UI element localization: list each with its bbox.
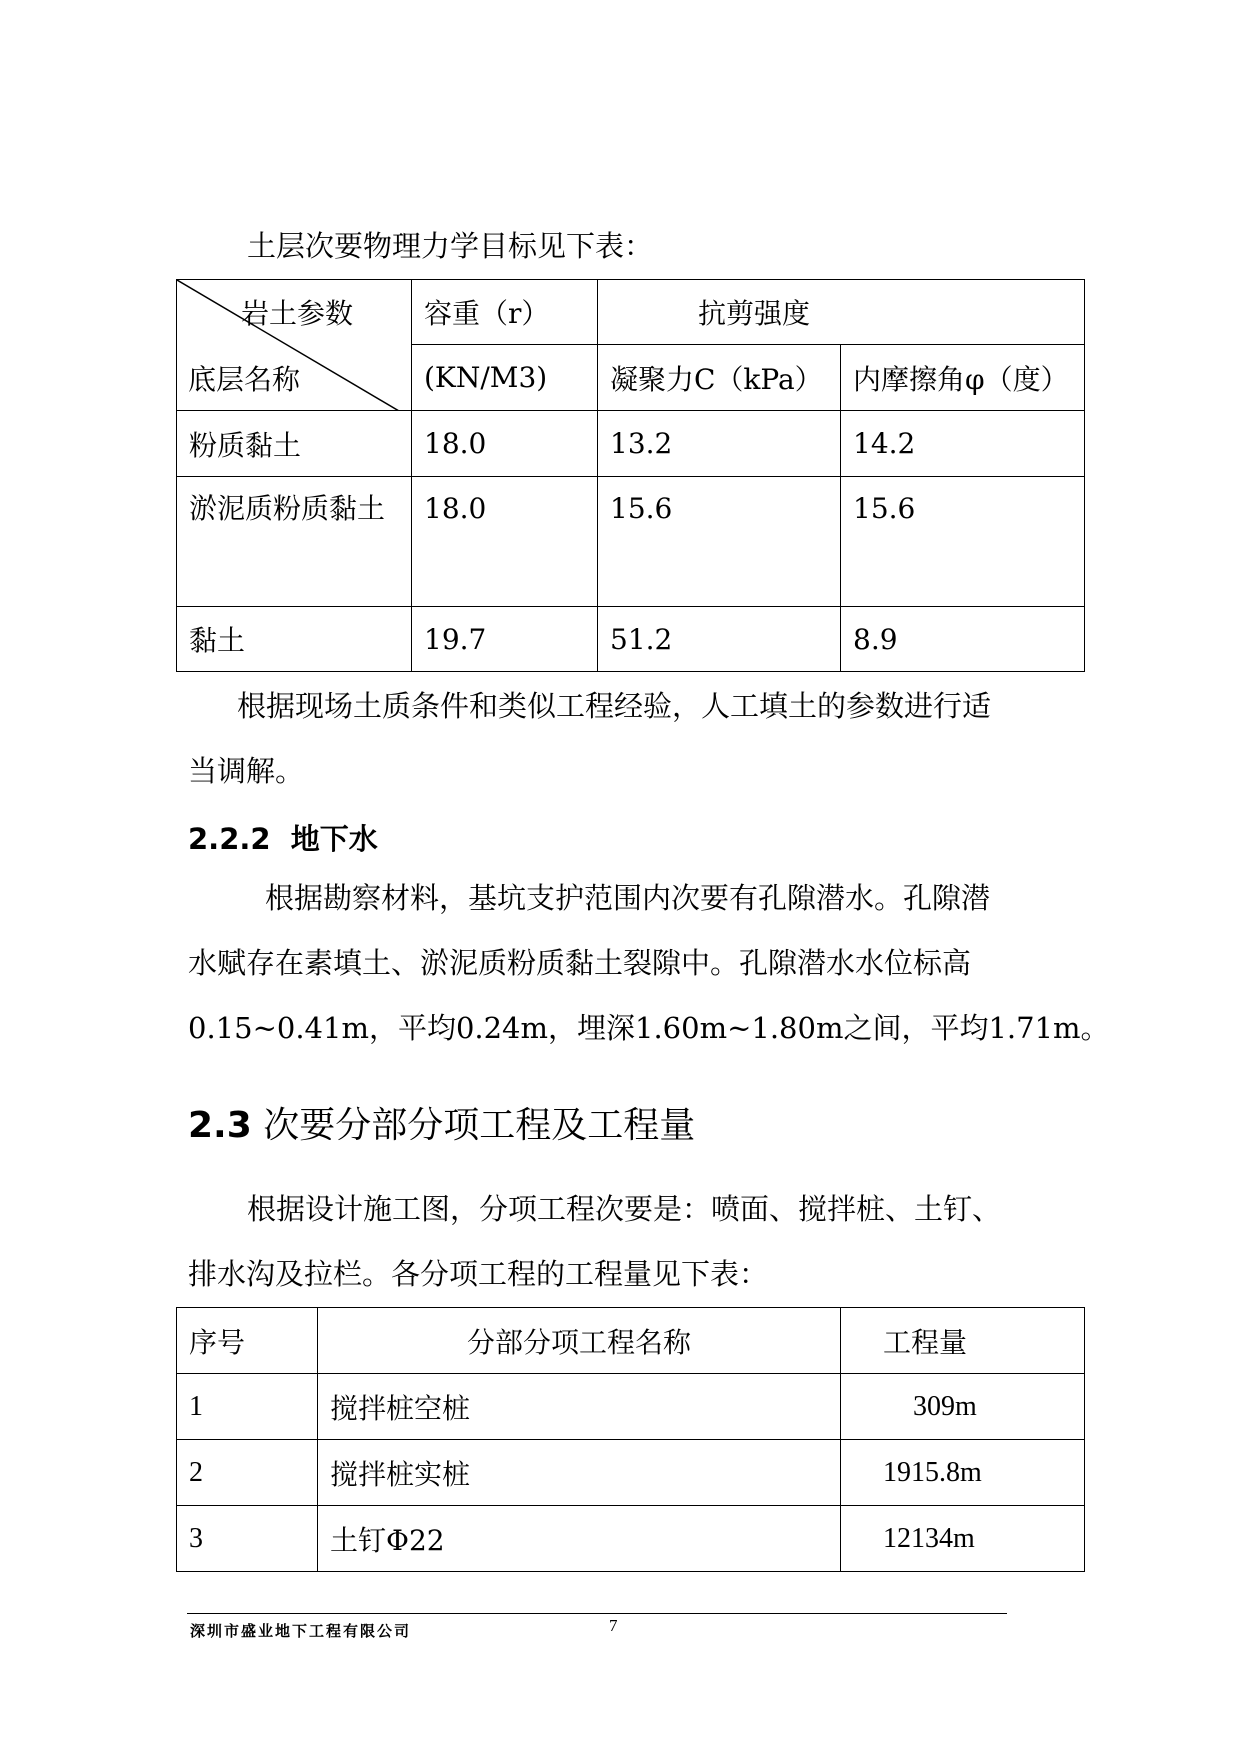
serial-no: 2 [177, 1440, 318, 1506]
paragraph-adjust-line1: 根据现场土质条件和类似工程经验，人工填土的参数进行适 [237, 689, 992, 723]
friction-value: 8.9 [841, 607, 1085, 672]
table-row [177, 607, 1085, 672]
table-row [177, 411, 1085, 477]
corner-header-layer: 底层名称 [188, 363, 301, 396]
unit-weight-value: 18.0 [412, 411, 598, 477]
section-heading-2-2-2 [188, 817, 378, 858]
header-friction-angle: 内摩擦角φ（度） [841, 345, 1085, 411]
layer-name: 粉质黏土 [177, 411, 412, 477]
serial-no: 1 [177, 1374, 318, 1440]
header-unit-weight-unit: (KN/M3) [412, 345, 598, 411]
friction-value: 15.6 [841, 477, 1085, 607]
paragraph-water-line2: 水赋存在素填土、淤泥质粉质黏土裂隙中。孔隙潜水水位标高 [188, 946, 972, 980]
paragraph-works-line2: 排水沟及拉栏。各分项工程的工程量见下表： [188, 1257, 769, 1291]
header-quantity: 工程量 [841, 1308, 1085, 1374]
footer-rule [187, 1613, 1007, 1614]
paragraph-water-line1: 根据勘察材料，基坑支护范围内次要有孔隙潜水。孔隙潜 [265, 881, 991, 915]
header-cohesion: 凝聚力C（kPa） [598, 345, 841, 411]
works-quantity-table [176, 1307, 1085, 1572]
friction-value: 14.2 [841, 411, 1085, 477]
quantity-value: 1915.8m [841, 1440, 1085, 1506]
page-number: 7 [609, 1616, 618, 1635]
paragraph-adjust-line2: 当调解。 [188, 754, 305, 788]
section-number: 2.3 [188, 1105, 252, 1146]
header-serial-no: 序号 [177, 1308, 318, 1374]
section-title: 次要分部分项工程及工程量 [263, 1105, 696, 1146]
section-heading-2-3 [188, 1097, 695, 1148]
table-corner-header [177, 280, 412, 411]
work-name: 土钉Φ22 [318, 1506, 841, 1572]
footer-company-name: 深圳市盛业地下工程有限公司 [190, 1622, 412, 1640]
soil-table-intro: 土层次要物理力学目标见下表： [247, 229, 654, 263]
paragraph-water-line3: 0.15~0.41m，平均0.24m，埋深1.60m~1.80m之间，平均1.71m。 [188, 1011, 1110, 1045]
quantity-value: 309m [841, 1374, 1085, 1440]
section-title: 地下水 [290, 822, 378, 856]
table-row [177, 1506, 1085, 1572]
work-name: 搅拌桩实桩 [318, 1440, 841, 1506]
header-unit-weight: 容重（r） [412, 280, 598, 345]
unit-weight-value: 19.7 [412, 607, 598, 672]
table-row [177, 1440, 1085, 1506]
cohesion-value: 51.2 [598, 607, 841, 672]
layer-name: 黏土 [177, 607, 412, 672]
cohesion-value: 15.6 [598, 477, 841, 607]
paragraph-works-line1: 根据设计施工图，分项工程次要是：喷面、搅拌桩、土钉、 [247, 1192, 1002, 1226]
table-row [177, 1374, 1085, 1440]
header-work-name: 分部分项工程名称 [318, 1308, 841, 1374]
header-shear-strength: 抗剪强度 [598, 280, 1085, 345]
corner-header-params: 岩土参数 [241, 297, 354, 330]
work-name: 搅拌桩空桩 [318, 1374, 841, 1440]
layer-name: 淤泥质粉质黏土 [177, 477, 412, 607]
cohesion-value: 13.2 [598, 411, 841, 477]
soil-parameters-table [176, 279, 1085, 672]
section-number: 2.2.2 [188, 822, 271, 856]
serial-no: 3 [177, 1506, 318, 1572]
unit-weight-value: 18.0 [412, 477, 598, 607]
quantity-value: 12134m [841, 1506, 1085, 1572]
table-row [177, 477, 1085, 607]
